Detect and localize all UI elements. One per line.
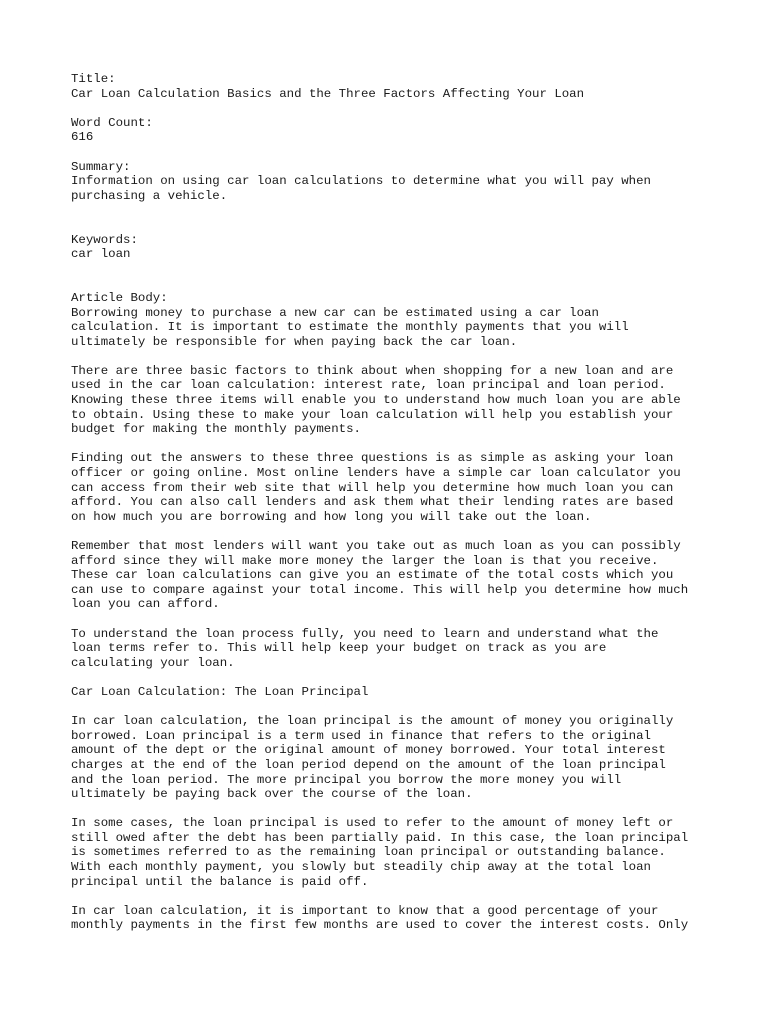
- paragraph-line: afford. You can also call lenders and ask them what their lending rates are based: [71, 495, 674, 510]
- paragraph-line: calculating your loan.: [71, 655, 235, 670]
- keywords-label: Keywords:: [71, 232, 138, 247]
- article-paragraph: [71, 539, 731, 612]
- title-label: Title:: [71, 72, 116, 86]
- article-paragraph: [71, 451, 731, 524]
- paragraph-line: budget for making the monthly payments.: [71, 422, 361, 437]
- paragraph-line: monthly payments in the first few months are used to cover the interest costs. Only: [71, 918, 689, 933]
- paragraph-line: loan terms refer to. This will help keep your budget on track as you are: [71, 641, 607, 656]
- paragraph-line: With each monthly payment, you slowly but steadily chip away at the total loan: [71, 860, 651, 875]
- article-paragraph: [71, 816, 731, 889]
- paragraph-line: Car Loan Calculation: The Loan Principal: [71, 684, 369, 699]
- paragraph-line: In some cases, the loan principal is used to refer to the amount of money left or: [71, 816, 674, 831]
- paragraph-line: can use to compare against your total income. This will help you determine how much: [71, 582, 689, 597]
- paragraph-line: used in the car loan calculation: interest rate, loan principal and loan period.: [71, 378, 666, 393]
- paragraph-line: ultimately be responsible for when paying back the car loan.: [71, 334, 518, 349]
- article-paragraph: [71, 306, 731, 350]
- paragraph-line: In car loan calculation, the loan principal is the amount of money you originally: [71, 714, 674, 729]
- paragraph-line: To understand the loan process fully, you need to learn and understand what the: [71, 626, 659, 641]
- paragraph-line: These car loan calculations can give you an estimate of the total costs which you: [71, 568, 674, 583]
- keywords-value: car loan: [71, 247, 131, 262]
- paragraph-line: Knowing these three items will enable you to understand how much loan you are able: [71, 393, 681, 408]
- paragraph-line: still owed after the debt has been partially paid. In this case, the loan principal: [71, 830, 689, 845]
- paragraph-line: on how much you are borrowing and how long you will take out the loan.: [71, 509, 592, 524]
- paragraph-line: and the loan period. The more principal you borrow the more money you will: [71, 772, 622, 787]
- paragraph-line: charges at the end of the loan period depend on the amount of the loan principal: [71, 757, 666, 772]
- article-body: [71, 306, 731, 934]
- summary-label: Summary:: [71, 159, 131, 174]
- article-paragraph: [71, 627, 731, 671]
- paragraph-line: There are three basic factors to think about when shopping for a new loan and are: [71, 363, 674, 378]
- paragraph-line: Borrowing money to purchase a new car can be estimated using a car loan: [71, 305, 599, 320]
- paragraph-line: principal until the balance is paid off.: [71, 874, 369, 889]
- word-count-label: Word Count:: [71, 115, 153, 130]
- paragraph-line: borrowed. Loan principal is a term used in finance that refers to the original: [71, 728, 651, 743]
- paragraph-line: Finding out the answers to these three questions is as simple as asking your loan: [71, 451, 674, 466]
- document-page: [71, 72, 731, 933]
- paragraph-line: is sometimes referred to as the remaining loan principal or outstanding balance.: [71, 845, 666, 860]
- paragraph-line: loan you can afford.: [71, 597, 220, 612]
- paragraph-line: afford since they will make more money the larger the loan is that you receive.: [71, 553, 659, 568]
- article-paragraph: [71, 364, 731, 437]
- paragraph-line: ultimately be paying back over the course of the loan.: [71, 787, 473, 802]
- summary-line: purchasing a vehicle.: [71, 188, 228, 203]
- article-paragraph: [71, 714, 731, 802]
- summary-line: Information on using car loan calculations to determine what you will pay when: [71, 174, 651, 189]
- article-body-label: Article Body:: [71, 290, 168, 305]
- paragraph-line: to obtain. Using these to make your loan calculation will help you establish your: [71, 407, 674, 422]
- paragraph-line: calculation. It is important to estimate the monthly payments that you will: [71, 320, 629, 335]
- paragraph-line: Remember that most lenders will want you take out as much loan as you can possibly: [71, 539, 681, 553]
- paragraph-line: can access from their web site that will help you determine how much loan you can: [71, 480, 674, 495]
- word-count-value: 616: [71, 130, 94, 145]
- title-value: Car Loan Calculation Basics and the Three Factors Affecting Your Loan: [71, 86, 585, 101]
- section-heading: [71, 685, 731, 700]
- paragraph-line: In car loan calculation, it is important to know that a good percentage of your: [71, 903, 659, 918]
- paragraph-line: officer or going online. Most online lenders have a simple car loan calculator you: [71, 466, 681, 481]
- paragraph-line: amount of the dept or the original amount of money borrowed. Your total interest: [71, 743, 666, 758]
- article-paragraph: [71, 904, 731, 933]
